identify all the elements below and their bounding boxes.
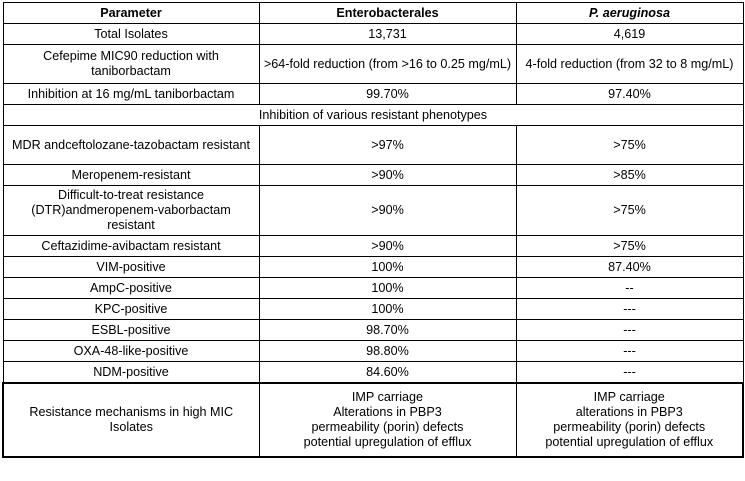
paer-cell: 4-fold reduction (from 32 to 8 mg/mL) xyxy=(516,45,743,84)
mechanism-line: potential upregulation of efflux xyxy=(303,435,472,449)
mechanism-line: permeability (porin) defects xyxy=(311,420,464,434)
table-row xyxy=(3,126,743,165)
mechanisms-param-cell: Resistance mechanisms in high MIC Isolates xyxy=(3,383,259,457)
param-cell: Cefepime MIC90 reduction with taniborbactam xyxy=(3,45,259,84)
mechanism-line: IMP carriage xyxy=(593,390,665,404)
param-cell: KPC-positive xyxy=(3,299,259,320)
mechanisms-entero-cell xyxy=(259,383,516,457)
header-parameter: Parameter xyxy=(3,3,259,24)
entero-cell: 100% xyxy=(259,278,516,299)
paer-cell: 4,619 xyxy=(516,24,743,45)
entero-cell: 98.70% xyxy=(259,320,516,341)
paer-cell: --- xyxy=(516,362,743,384)
entero-cell: >90% xyxy=(259,236,516,257)
param-cell: VIM-positive xyxy=(3,257,259,278)
table-row xyxy=(3,24,743,45)
param-cell: ESBL-positive xyxy=(3,320,259,341)
param-cell: Total Isolates xyxy=(3,24,259,45)
paer-cell: >85% xyxy=(516,165,743,186)
paer-cell: 87.40% xyxy=(516,257,743,278)
table-row xyxy=(3,84,743,105)
param-cell: AmpC-positive xyxy=(3,278,259,299)
mechanisms-paer-cell xyxy=(516,383,743,457)
entero-cell: 13,731 xyxy=(259,24,516,45)
param-cell: NDM-positive xyxy=(3,362,259,384)
entero-cell: >90% xyxy=(259,165,516,186)
mechanism-line: potential upregulation of efflux xyxy=(545,435,714,449)
section-row xyxy=(3,105,743,126)
mechanism-line: Alterations in PBP3 xyxy=(333,405,442,419)
table-row xyxy=(3,165,743,186)
param-cell: Meropenem-resistant xyxy=(3,165,259,186)
data-table xyxy=(2,2,744,458)
paer-cell: --- xyxy=(516,320,743,341)
entero-cell: 98.80% xyxy=(259,341,516,362)
entero-cell: 84.60% xyxy=(259,362,516,384)
paer-cell: >75% xyxy=(516,126,743,165)
table-row xyxy=(3,278,743,299)
table-row xyxy=(3,236,743,257)
header-p-aeruginosa: P. aeruginosa xyxy=(516,3,743,24)
entero-cell: 99.70% xyxy=(259,84,516,105)
entero-cell: >90% xyxy=(259,186,516,236)
mechanism-line: IMP carriage xyxy=(351,390,424,404)
table-row xyxy=(3,45,743,84)
param-cell: MDR andceftolozane-tazobactam resistant xyxy=(3,126,259,165)
table-row xyxy=(3,362,743,384)
table-row xyxy=(3,186,743,236)
param-cell: Inhibition at 16 mg/mL taniborbactam xyxy=(3,84,259,105)
entero-cell: >97% xyxy=(259,126,516,165)
param-cell: Ceftazidime-avibactam resistant xyxy=(3,236,259,257)
data-table-container xyxy=(2,2,744,458)
mechanisms-row xyxy=(3,383,743,457)
table-row xyxy=(3,320,743,341)
mechanism-line: permeability (porin) defects xyxy=(553,420,706,434)
mechanism-line: alterations in PBP3 xyxy=(575,405,683,419)
paer-cell: --- xyxy=(516,341,743,362)
paer-cell: >75% xyxy=(516,236,743,257)
paer-cell: -- xyxy=(516,278,743,299)
table-row xyxy=(3,257,743,278)
table-row xyxy=(3,299,743,320)
param-cell: OXA-48-like-positive xyxy=(3,341,259,362)
entero-cell: 100% xyxy=(259,299,516,320)
entero-cell: 100% xyxy=(259,257,516,278)
section-title: Inhibition of various resistant phenotypes xyxy=(3,105,743,126)
paer-cell: --- xyxy=(516,299,743,320)
header-row xyxy=(3,3,743,24)
paer-cell: 97.40% xyxy=(516,84,743,105)
paer-cell: >75% xyxy=(516,186,743,236)
header-enterobacterales: Enterobacterales xyxy=(259,3,516,24)
entero-cell: >64-fold reduction (from >16 to 0.25 mg/mL) xyxy=(259,45,516,84)
param-cell: Difficult-to-treat resistance (DTR)andmeropenem-vaborbactam resistant xyxy=(3,186,259,236)
table-row xyxy=(3,341,743,362)
